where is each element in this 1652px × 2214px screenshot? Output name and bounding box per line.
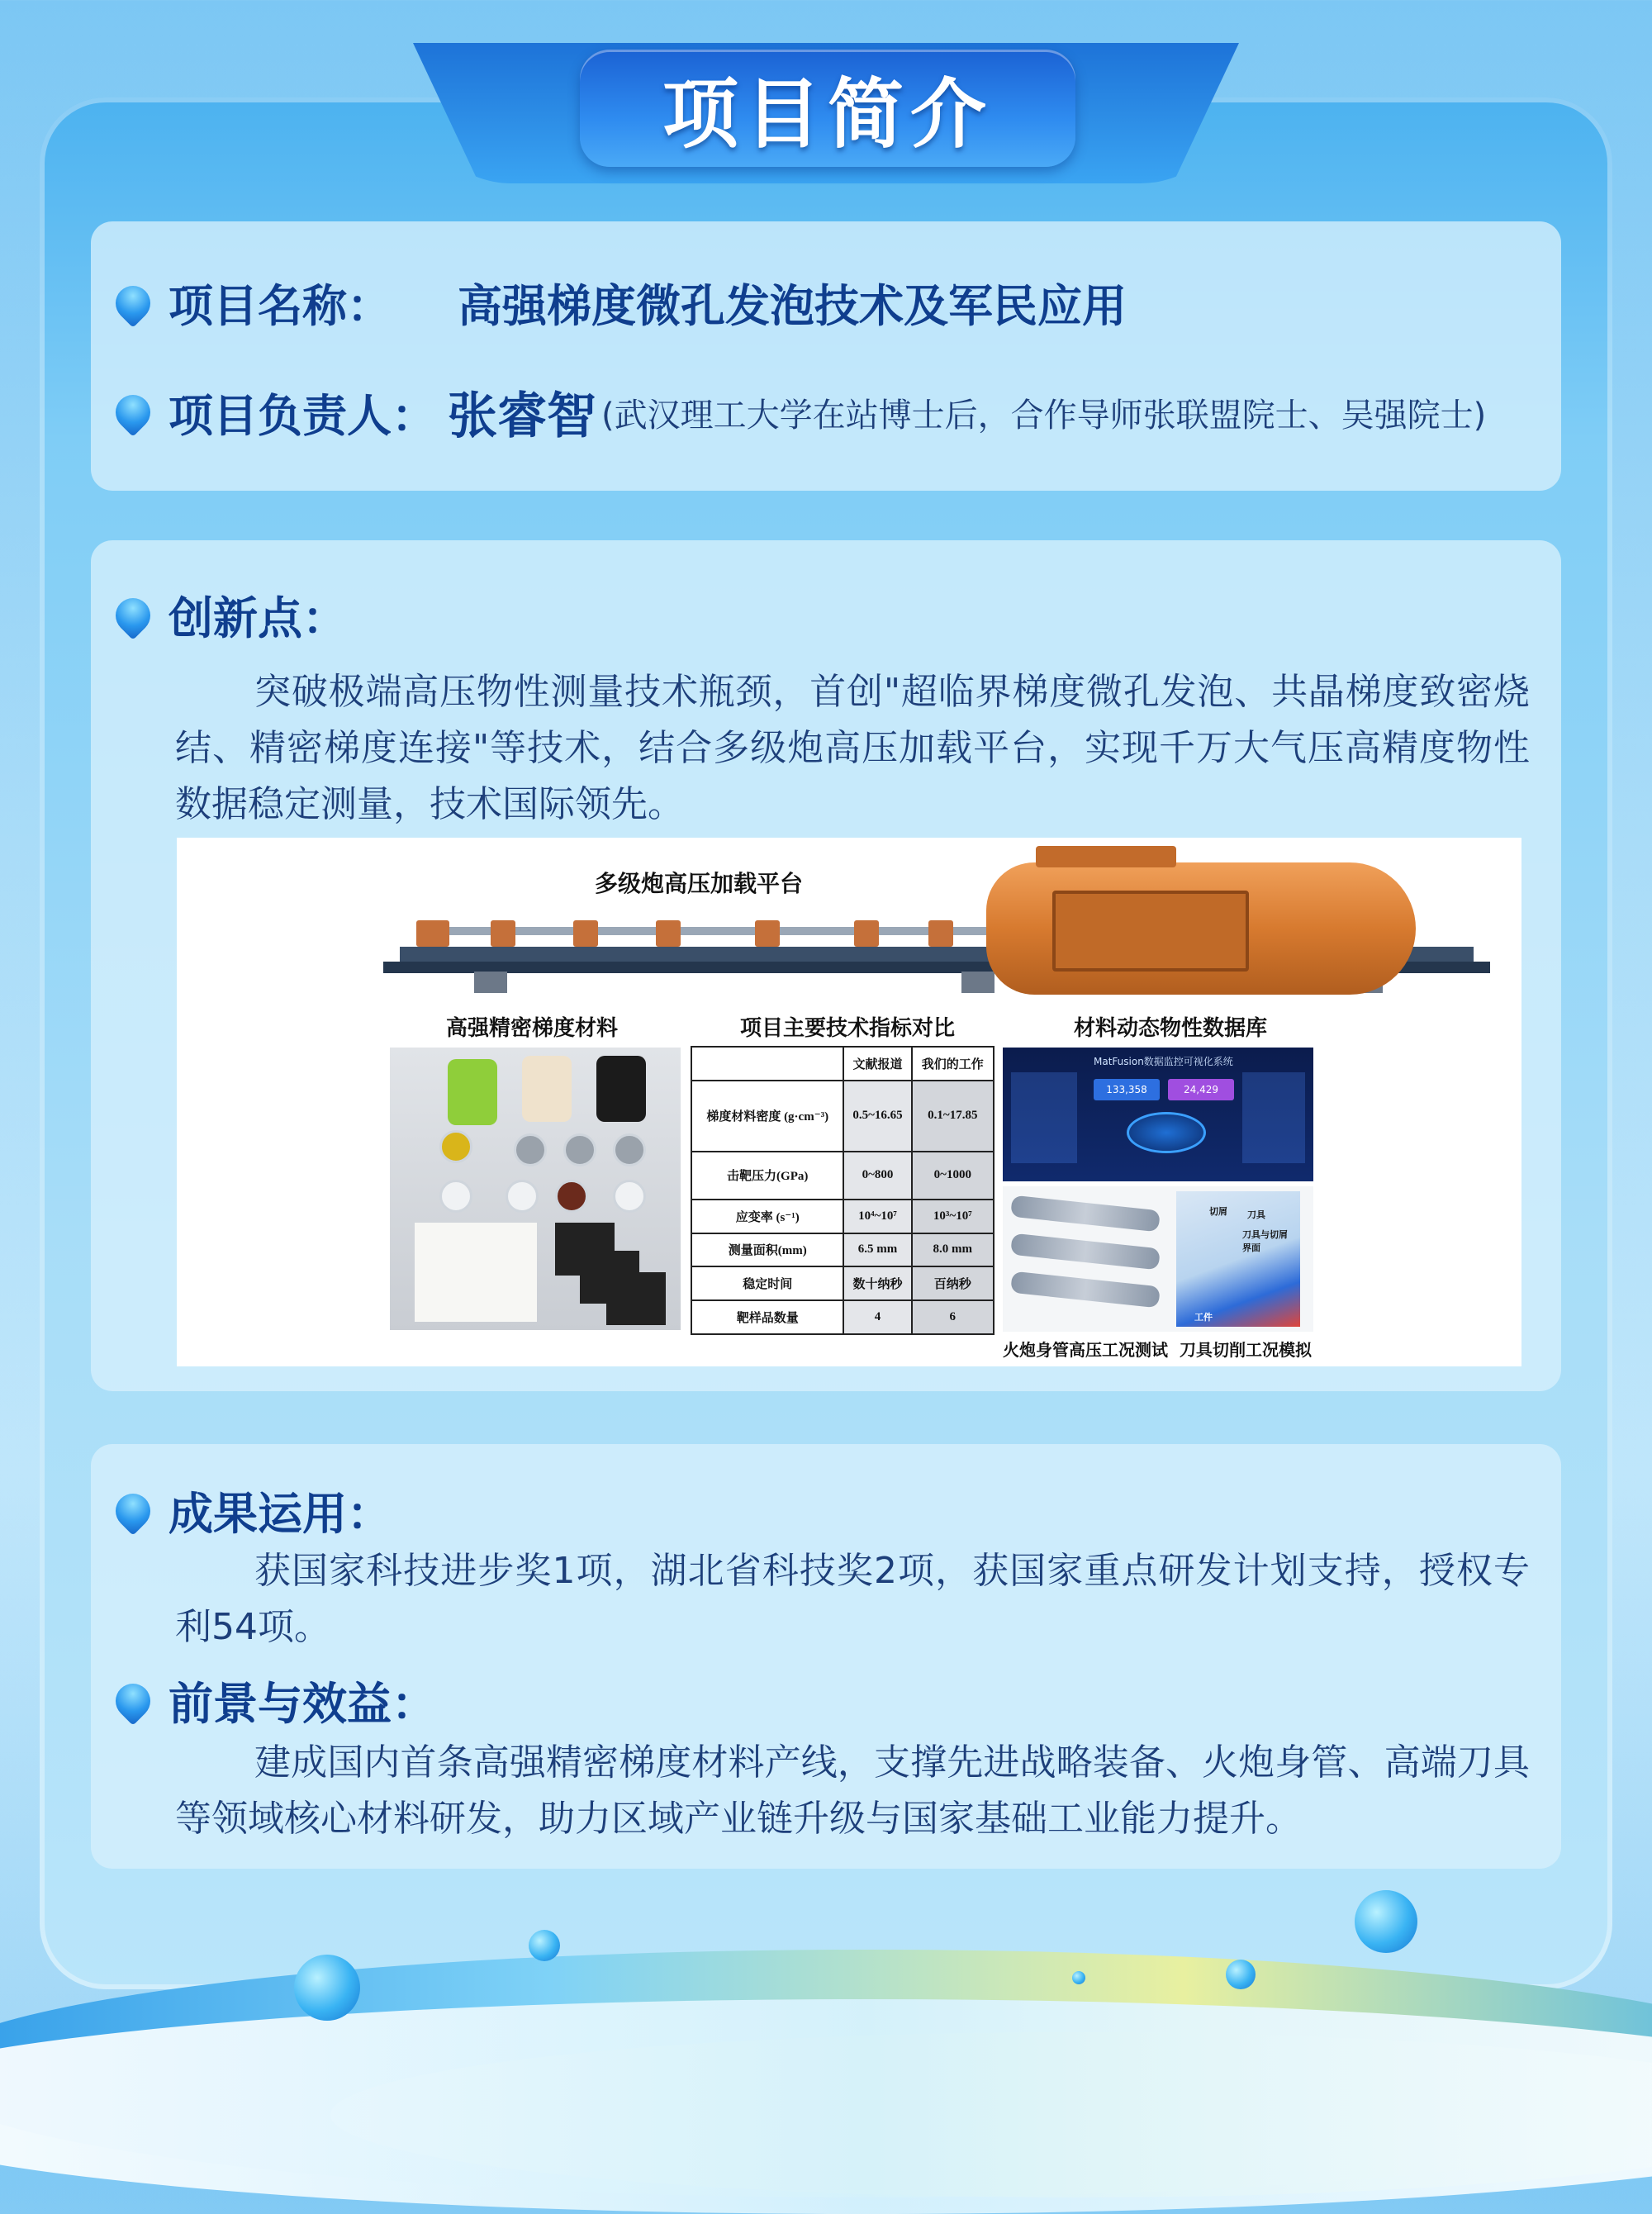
table-cell: 测量面积(mm) bbox=[691, 1233, 843, 1267]
table-cell: 数十纳秒 bbox=[843, 1266, 911, 1300]
table-cell: 4 bbox=[843, 1300, 911, 1334]
prospect-heading bbox=[116, 1669, 436, 1732]
project-name-value: 高强梯度微孔发泡技术及军民应用 bbox=[458, 280, 1127, 332]
comparison-table bbox=[691, 1046, 995, 1335]
table-cell: 稳定时间 bbox=[691, 1266, 843, 1300]
results-card bbox=[91, 1444, 1561, 1869]
table-row bbox=[691, 1300, 994, 1334]
table-cell: 0~800 bbox=[843, 1152, 911, 1200]
results-heading bbox=[116, 1479, 392, 1542]
table-header-cell: 我们的工作 bbox=[912, 1047, 994, 1081]
decorative-bubble bbox=[1355, 1890, 1417, 1953]
prospect-text: 建成国内首条高强精密梯度材料产线，支撑先进战略装备、火炮身管、高端刀具等领域核心材料研发，助力区域产业链升级与国家基础工业能力提升。 bbox=[175, 1741, 1530, 1840]
table-cell: 0.5~16.65 bbox=[843, 1081, 911, 1152]
innovation-heading-text: 创新点： bbox=[169, 592, 347, 644]
project-name-row bbox=[116, 271, 1127, 335]
table-row bbox=[691, 1152, 994, 1200]
project-name-label: 项目名称： bbox=[169, 280, 392, 332]
sim-label: 刀具与切屑界面 bbox=[1242, 1229, 1288, 1253]
prospect-heading-text: 前景与效益： bbox=[169, 1678, 436, 1730]
caption-left: 火炮身管高压工况测试 bbox=[1003, 1340, 1168, 1360]
sim-label: 切屑 bbox=[1209, 1206, 1227, 1217]
platform-title: 多级炮高压加载平台 bbox=[595, 870, 804, 897]
table-row bbox=[691, 1233, 994, 1267]
table-cell: 应变率 (s⁻¹) bbox=[691, 1200, 843, 1233]
cutting-simulation bbox=[1176, 1191, 1300, 1327]
table-cell: 6 bbox=[912, 1300, 994, 1334]
table-header-cell bbox=[691, 1047, 843, 1081]
innovation-card bbox=[91, 540, 1561, 1391]
bullet-icon bbox=[116, 1494, 150, 1528]
table-row bbox=[691, 1047, 994, 1081]
table-cell: 百纳秒 bbox=[912, 1266, 994, 1300]
sim-label: 工件 bbox=[1194, 1312, 1213, 1323]
database-title: 材料动态物性数据库 bbox=[1074, 1016, 1268, 1041]
table-header-cell: 文献报道 bbox=[843, 1047, 911, 1081]
dashboard-title: MatFusion数据监控可视化系统 bbox=[1094, 1056, 1233, 1067]
decorative-bubble bbox=[1226, 1960, 1256, 1989]
figure-panel bbox=[177, 838, 1521, 1366]
materials-photo bbox=[390, 1048, 681, 1330]
bullet-icon bbox=[116, 598, 150, 633]
project-info-card bbox=[91, 221, 1561, 491]
project-leader-name: 张睿智 bbox=[448, 387, 596, 445]
table-cell: 击靶压力(GPa) bbox=[691, 1152, 843, 1200]
decorative-bubble bbox=[1072, 1971, 1085, 1984]
bullet-icon bbox=[116, 1684, 150, 1718]
materials-title: 高强精密梯度材料 bbox=[446, 1016, 619, 1041]
table-cell: 靶样品数量 bbox=[691, 1300, 843, 1334]
dashboard-ring bbox=[1127, 1112, 1206, 1153]
results-text: 获国家科技进步奖1项，湖北省科技奖2项，获国家重点研发计划支持，授权专利54项。 bbox=[175, 1550, 1530, 1648]
database-dashboard bbox=[1003, 1048, 1313, 1181]
table-cell: 0~1000 bbox=[912, 1152, 994, 1200]
table-cell: 0.1~17.85 bbox=[912, 1081, 994, 1152]
project-leader-note: (武汉理工大学在站博士后，合作导师张联盟院士、吴强院士) bbox=[601, 396, 1487, 435]
sim-label: 刀具 bbox=[1247, 1209, 1265, 1220]
table-row bbox=[691, 1266, 994, 1300]
page-title: 项目简介 bbox=[662, 70, 993, 159]
results-heading-text: 成果运用： bbox=[169, 1488, 392, 1540]
table-cell: 10³~10⁷ bbox=[912, 1200, 994, 1233]
table-title: 项目主要技术指标对比 bbox=[740, 1016, 956, 1041]
title-banner bbox=[580, 50, 1075, 167]
innovation-heading bbox=[116, 583, 347, 647]
innovation-text: 突破极端高压物性测量技术瓶颈，首创"超临界梯度微孔发泡、共晶梯度致密烧结、精密梯度连接"等技术，结合多级炮高压加载平台，实现千万大气压高精度物性数据稳定测量，技术国际领先。 bbox=[175, 671, 1530, 825]
decorative-bubble bbox=[294, 1955, 360, 2021]
table-cell: 梯度材料密度 (g·cm⁻³) bbox=[691, 1081, 843, 1152]
caption-right: 刀具切削工况模拟 bbox=[1180, 1340, 1312, 1360]
table-cell: 8.0 mm bbox=[912, 1233, 994, 1267]
dashboard-value-a: 133,358 bbox=[1094, 1079, 1160, 1100]
project-leader-row bbox=[116, 377, 1486, 448]
bullet-icon bbox=[116, 395, 150, 430]
decorative-bubble bbox=[529, 1930, 560, 1961]
simulation-images bbox=[1003, 1186, 1313, 1332]
table-cell: 10⁴~10⁷ bbox=[843, 1200, 911, 1233]
project-leader-label: 项目负责人： bbox=[169, 389, 436, 442]
table-row bbox=[691, 1200, 994, 1233]
bullet-icon bbox=[116, 286, 150, 321]
decorative-wave bbox=[0, 1999, 1652, 2214]
table-row bbox=[691, 1081, 994, 1152]
dashboard-value-b: 24,429 bbox=[1168, 1079, 1234, 1100]
table-cell: 6.5 mm bbox=[843, 1233, 911, 1267]
